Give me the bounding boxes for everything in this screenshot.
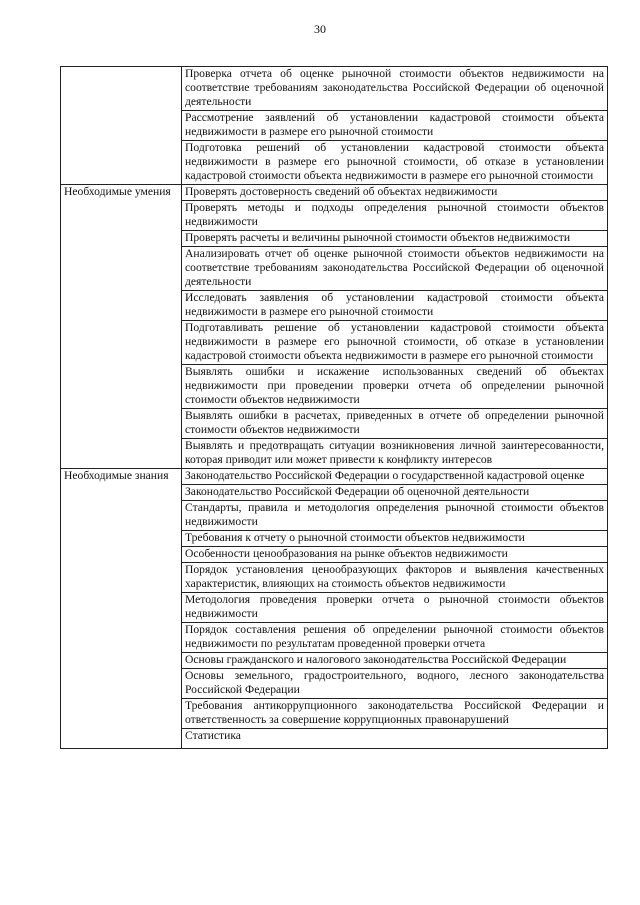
table-cell: Основы земельного, градостроительного, водного, лесного законодательства Российской Федерации bbox=[182, 669, 608, 699]
table-cell: Порядок установления ценообразующих факторов и выявления качественных характеристик, влияющих на стоимость объектов недвижимости bbox=[182, 563, 608, 593]
table-cell: Особенности ценообразования на рынке объектов недвижимости bbox=[182, 547, 608, 563]
table-cell: Порядок составления решения об определении рыночной стоимости объектов недвижимости по результатам проведенной проверки отчета bbox=[182, 623, 608, 653]
table-cell: Требования к отчету о рыночной стоимости объектов недвижимости bbox=[182, 531, 608, 547]
table-cell: Законодательство Российской Федерации об оценочной деятельности bbox=[182, 485, 608, 501]
table-cell: Проверка отчета об оценке рыночной стоимости объектов недвижимости на соответствие требованиям законодательства Российской Федерации об оценочной деятельности bbox=[182, 67, 608, 111]
table-cell: Основы гражданского и налогового законодательства Российской Федерации bbox=[182, 653, 608, 669]
table-row bbox=[61, 67, 608, 111]
table-cell: Выявлять ошибки и искажение использованных сведений об объектах недвижимости при проведении проверки отчета об определении рыночной стоимости объектов недвижимости bbox=[182, 365, 608, 409]
table-cell: Стандарты, правила и методология определения рыночной стоимости объектов недвижимости bbox=[182, 501, 608, 531]
section-label-skills: Необходимые умения bbox=[61, 185, 182, 469]
table-cell: Подготавливать решение об установлении кадастровой стоимости объекта недвижимости в размере его рыночной стоимости, об отказе в установлении кадастровой стоимости объекта недвижимости в размере его рыночной стоимости bbox=[182, 321, 608, 365]
section-label-labor-actions bbox=[61, 67, 182, 185]
table-row bbox=[61, 469, 608, 485]
table-cell: Подготовка решений об установлении кадастровой стоимости объекта недвижимости в размере его рыночной стоимости, об отказе в установлении кадастровой стоимости объекта недвижимости в размере его рыночной стоимости bbox=[182, 141, 608, 185]
table-row bbox=[61, 185, 608, 201]
table-cell: Проверять расчеты и величины рыночной стоимости объектов недвижимости bbox=[182, 231, 608, 247]
section-label-knowledge: Необходимые знания bbox=[61, 469, 182, 749]
table-cell: Законодательство Российской Федерации о государственной кадастровой оценке bbox=[182, 469, 608, 485]
table-cell: Исследовать заявления об установлении кадастровой стоимости объекта недвижимости в размере его рыночной стоимости bbox=[182, 291, 608, 321]
table-cell: Анализировать отчет об оценке рыночной стоимости объектов недвижимости на соответствие требованиям законодательства Российской Федерации об оценочной деятельности bbox=[182, 247, 608, 291]
table-cell: Требования антикоррупционного законодательства Российской Федерации и ответственность за совершение коррупционных правонарушений bbox=[182, 699, 608, 729]
page-number: 30 bbox=[314, 22, 326, 36]
table-cell: Статистика bbox=[182, 729, 608, 749]
table-cell: Выявлять ошибки в расчетах, приведенных в отчете об определении рыночной стоимости объектов недвижимости bbox=[182, 409, 608, 439]
table-cell: Рассмотрение заявлений об установлении кадастровой стоимости объекта недвижимости в размере его рыночной стоимости bbox=[182, 111, 608, 141]
table-cell: Методология проведения проверки отчета о рыночной стоимости объектов недвижимости bbox=[182, 593, 608, 623]
table-cell: Выявлять и предотвращать ситуации возникновения личной заинтересованности, которая приводит или может привести к конфликту интересов bbox=[182, 439, 608, 469]
functions-table bbox=[60, 66, 608, 749]
table-cell: Проверять достоверность сведений об объектах недвижимости bbox=[182, 185, 608, 201]
table-cell: Проверять методы и подходы определения рыночной стоимости объектов недвижимости bbox=[182, 201, 608, 231]
